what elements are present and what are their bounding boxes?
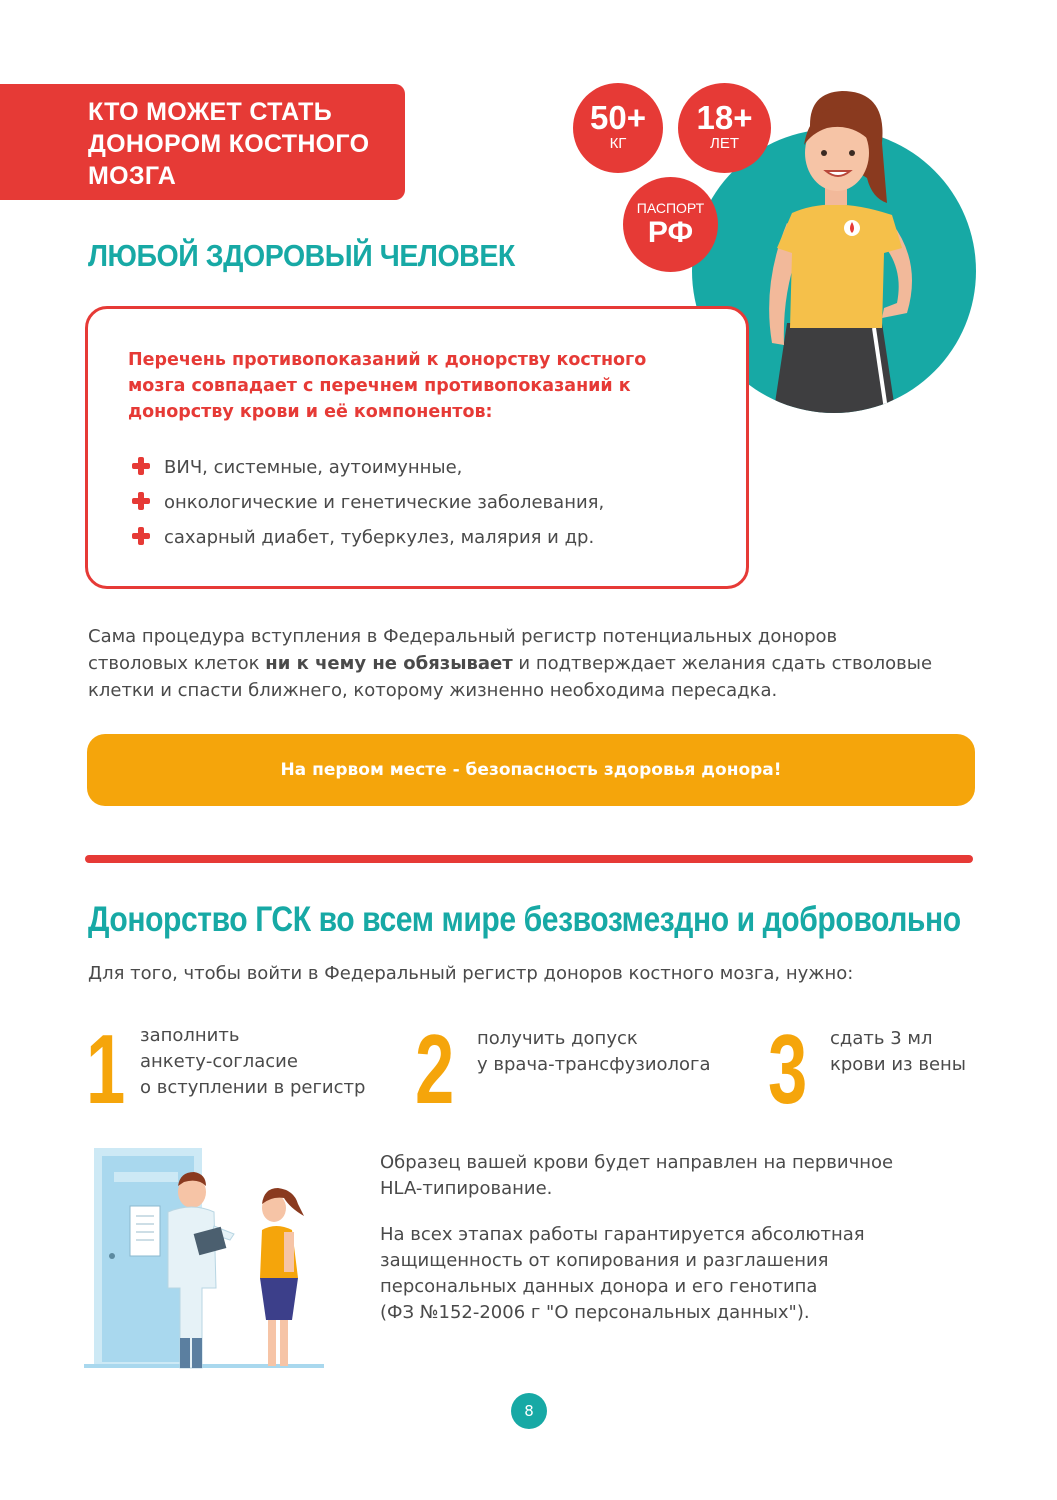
section-intro: Для того, чтобы войти в Федеральный регистр доноров костного мозга, нужно: [88,963,854,984]
list-item [132,527,594,548]
step-1-text [140,1023,365,1101]
paragraph-text: и подтверждает желания сдать стволовые [512,653,933,674]
header-line-3: МОЗГА [88,162,177,190]
info-block-2 [380,1222,865,1326]
safety-banner: На первом месте - безопасность здоровья донора! [87,734,975,806]
badge-weight [573,83,663,173]
info-block-1 [380,1150,893,1202]
step-line: крови из вены [830,1054,966,1075]
step-line: о вступлении в регистр [140,1077,366,1098]
paragraph-line-3: клетки и спасти ближнего, которому жизненно необходима пересадка. [88,680,778,701]
subtitle: ЛЮБОЙ ЗДОРОВЫЙ ЧЕЛОВЕК [88,238,515,273]
info-line: защищенность от копирования и разглашения [380,1250,829,1271]
step-line: получить допуск [477,1028,638,1049]
step-3-text [830,1026,966,1078]
paragraph-text: стволовых клеток [88,653,266,674]
list-item [132,492,604,513]
step-line: у врача-трансфузиолога [477,1054,711,1075]
step-number-3: 3 [768,1014,808,1124]
step-number-1: 1 [86,1014,126,1124]
header-line-1: КТО МОЖЕТ СТАТЬ [88,98,333,126]
badge-weight-value: 50+ [590,99,646,136]
info-line: персональных данных донора и его генотипа [380,1276,818,1297]
plus-icon [132,492,150,510]
info-line: HLA-типирование. [380,1178,553,1199]
paragraph-bold: ни к чему не обязывает [265,653,513,674]
badge-passport [623,177,718,272]
badge-weight-unit: КГ [609,135,627,152]
list-item-text: ВИЧ, системные, аутоимунные, [164,457,463,478]
step-line: заполнить [140,1025,240,1046]
badge-age-value: 18+ [696,99,753,136]
badge-passport-label: ПАСПОРТ [636,200,705,216]
contra-heading-line-3: донорству крови и её компонентов: [128,402,493,422]
info-line: (ФЗ №152-2006 г "О персональных данных"). [380,1302,810,1323]
list-item [132,457,462,478]
page-number: 8 [511,1393,547,1429]
plus-icon [132,457,150,475]
plus-icon [132,527,150,545]
section-title: Донорство ГСК во всем мире безвозмездно и добровольно [88,900,961,939]
divider [85,855,973,863]
contraindications-box [85,306,749,589]
badge-age [678,83,771,173]
badge-passport-country: РФ [647,216,694,249]
step-line: сдать 3 мл [830,1028,933,1049]
contra-heading-line-2: мозга совпадает с перечнем противопоказаний к [128,376,631,396]
step-line: анкету-согласие [140,1051,298,1072]
doctor-patient-illustration [84,1148,324,1370]
contra-heading-line-1: Перечень противопоказаний к донорству костного [128,350,647,370]
step-number-2: 2 [415,1014,455,1124]
step-2-text [477,1026,711,1078]
paragraph-line-1: Сама процедура вступления в Федеральный регистр потенциальных доноров [88,626,838,647]
list-item-text: сахарный диабет, туберкулез, малярия и др. [164,527,595,548]
badge-age-unit: ЛЕТ [709,135,739,152]
info-line: На всех этапах работы гарантируется абсолютная [380,1224,865,1245]
list-item-text: онкологические и генетические заболевания, [164,492,605,513]
header-line-2: ДОНОРОМ КОСТНОГО [88,130,370,158]
header-label [0,84,405,200]
info-line: Образец вашей крови будет направлен на первичное [380,1152,894,1173]
paragraph-line-2 [88,653,932,674]
